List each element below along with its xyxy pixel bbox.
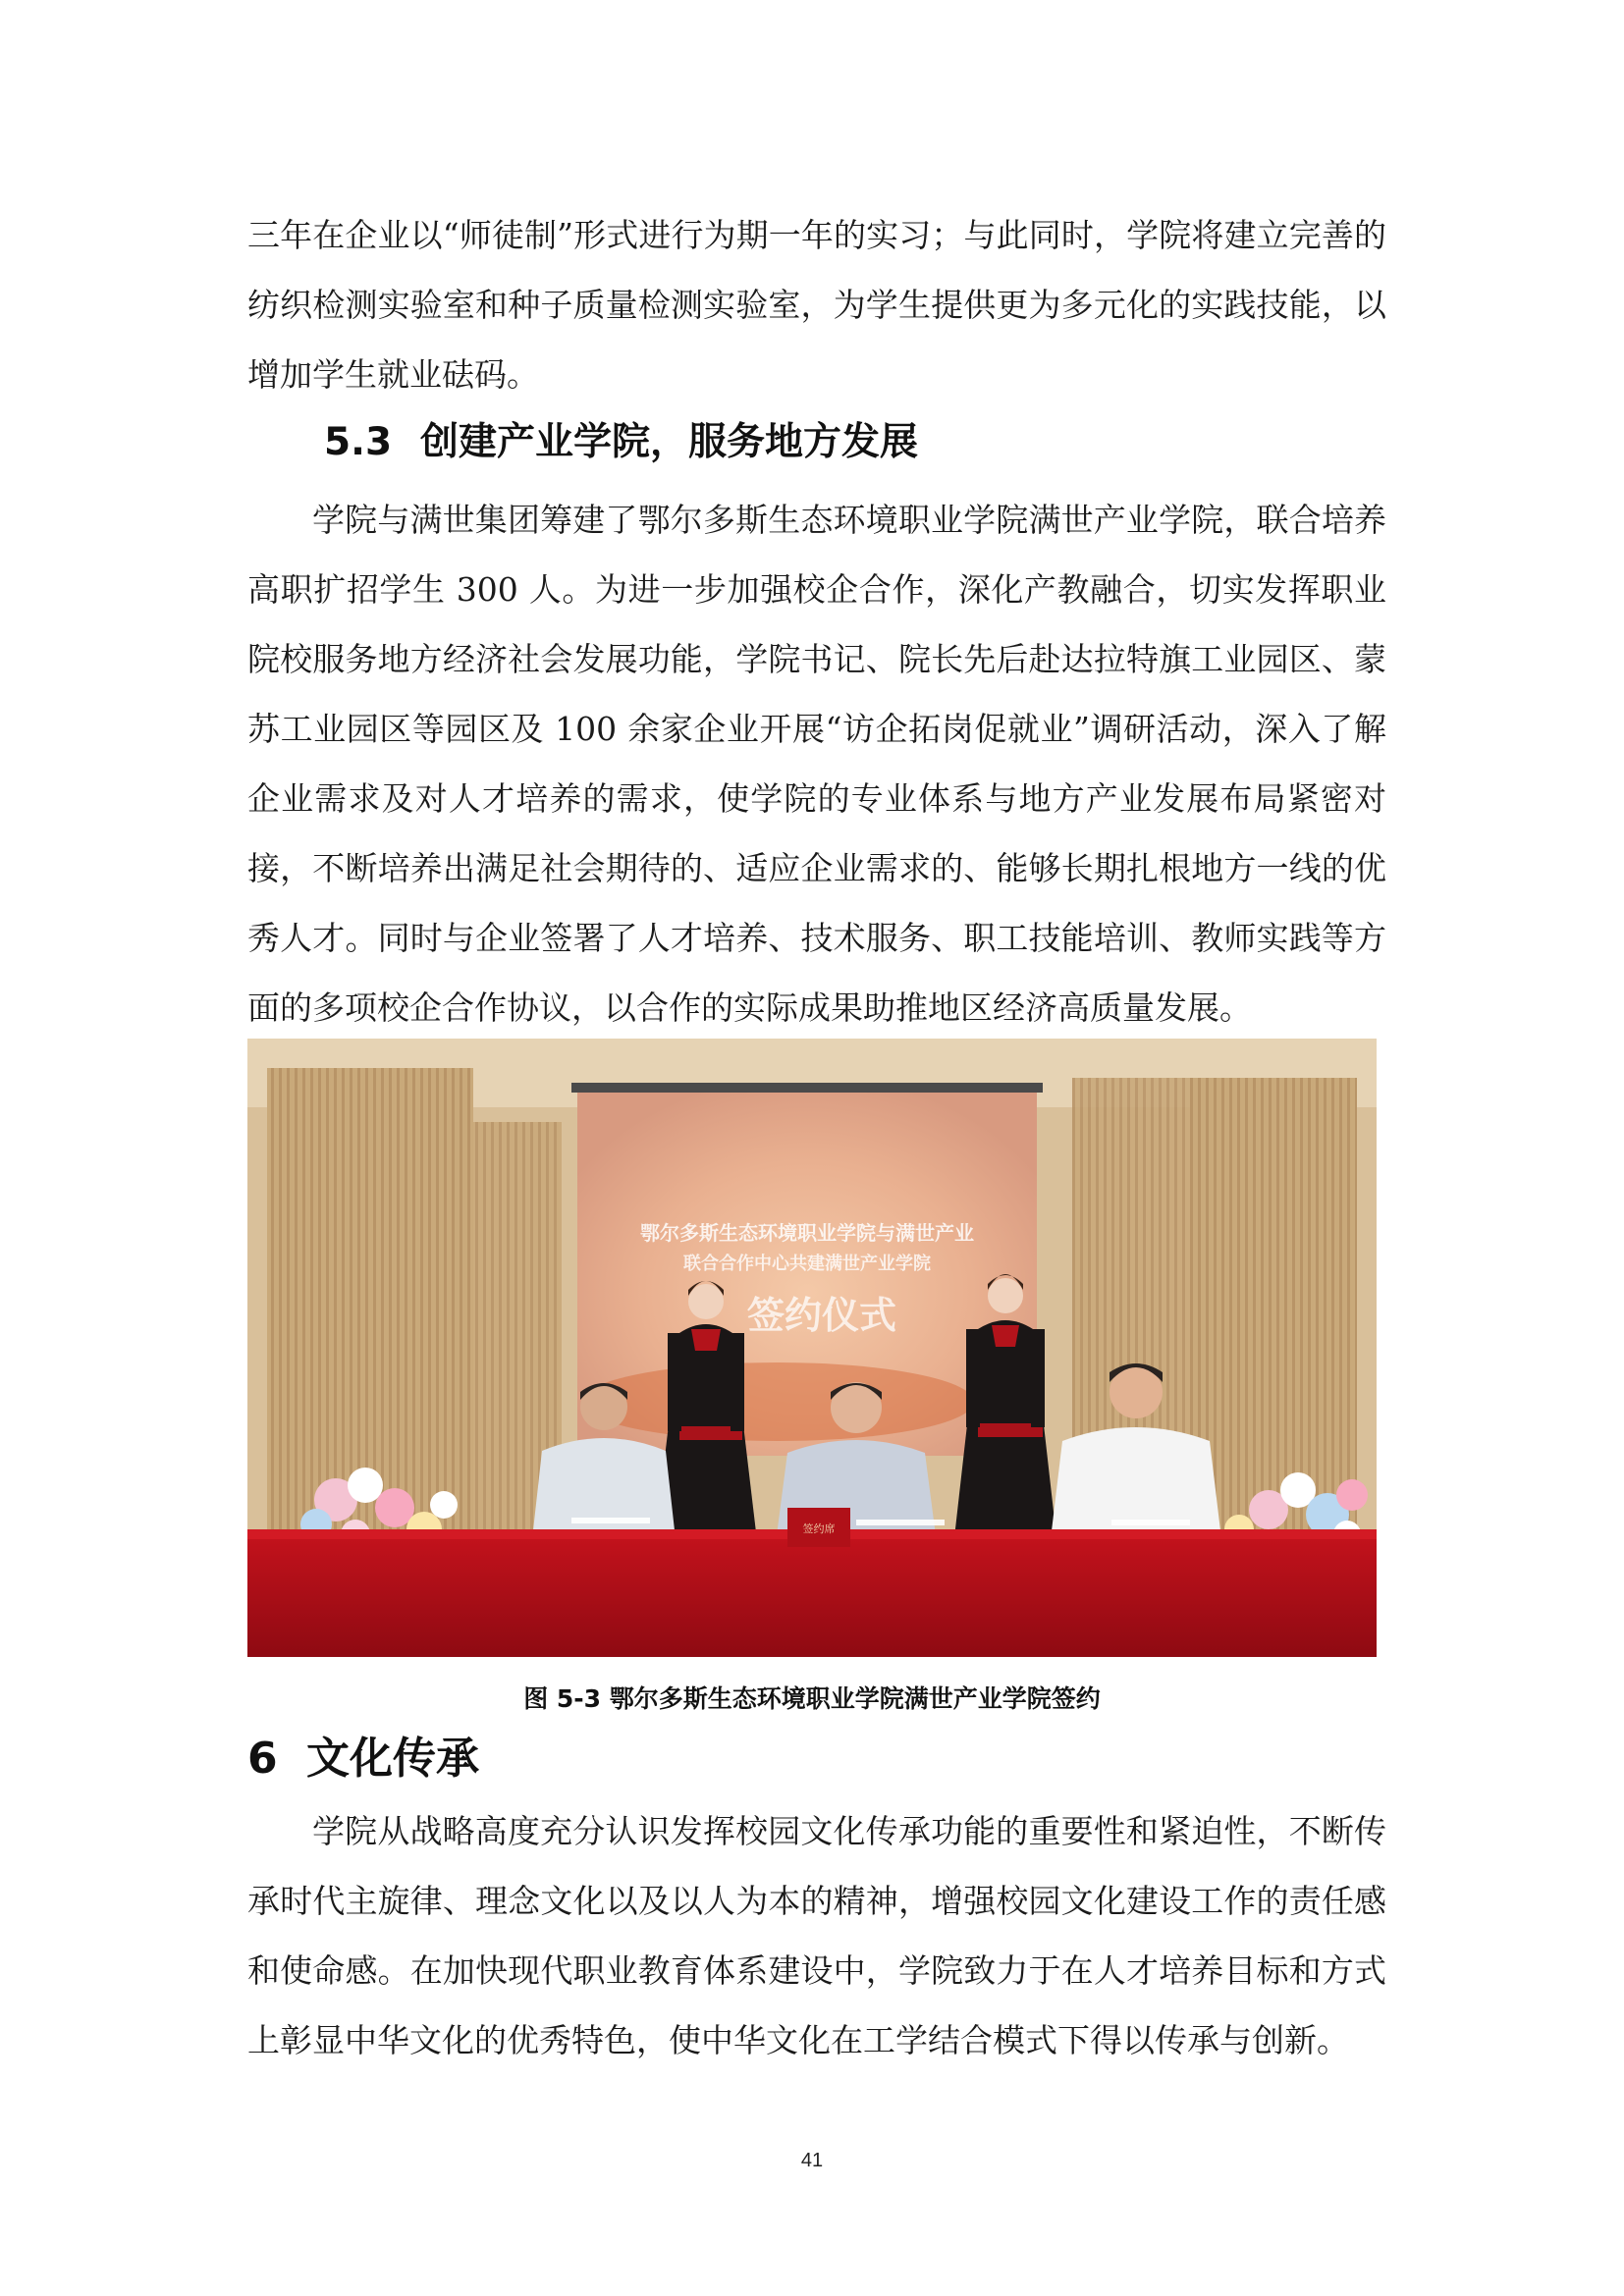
page-number: 41 xyxy=(800,2150,824,2171)
screen-text-line2: 联合合作中心共建满世产业学院 xyxy=(683,1254,931,1274)
section-heading-5-3 xyxy=(324,415,918,470)
section-title: 创建产业学院，服务地方发展 xyxy=(420,420,919,464)
section-number: 5.3 xyxy=(324,420,393,464)
signing-ceremony-photo xyxy=(247,1039,1377,1657)
paragraph-industry-college: 学院与满世集团筹建了鄂尔多斯生态环境职业学院满世产业学院，联合培养高职扩招学生 300 人。为进一步加强校企合作，深化产教融合，切实发挥职业院校服务地方经济社会发展功能，学院书记、院长先后赴达拉特旗工业园区、蒙苏工业园区等园区及 100 余家企业开展“访企拓岗促就业”调研活动，深入了解企业需求及对人才培养的需求，使学院的专业体系与地方产业发展布局紧密对接，不断培养出满足社会期待的、适应企业需求的、能够长期扎根地方一线的优秀人才。同时与企业签署了人才培养、技术服务、职工技能培训、教师实践等方面的多项校企合作协议，以合作的实际成果助推地区经济高质量发展。 xyxy=(247,501,1386,1027)
table-sign-text: 签约席 xyxy=(802,1522,836,1535)
section-number: 6 xyxy=(247,1734,278,1784)
screen-text-line3: 签约仪式 xyxy=(746,1293,897,1337)
paragraph-culture: 学院从战略高度充分认识发挥校园文化传承功能的重要性和紧迫性，不断传承时代主旋律、理念文化以及以人为本的精神，增强校园文化建设工作的责任感和使命感。在加快现代职业教育体系建设中，学院致力于在人才培养目标和方式上彰显中华文化的优秀特色，使中华文化在工学结合模式下得以传承与创新。 xyxy=(247,1812,1386,2059)
paragraph-practice: 三年在企业以“师徒制”形式进行为期一年的实习；与此同时，学院将建立完善的纺织检测实验室和种子质量检测实验室，为学生提供更为多元化的实践技能，以增加学生就业砝码。 xyxy=(247,216,1386,394)
figure-caption: 图 5-3 鄂尔多斯生态环境职业学院满世产业学院签约 xyxy=(523,1684,1101,1713)
screen-text-line1: 鄂尔多斯生态环境职业学院与满世产业 xyxy=(640,1221,974,1245)
section-title: 文化传承 xyxy=(306,1734,479,1784)
section-heading-6 xyxy=(247,1730,479,1789)
